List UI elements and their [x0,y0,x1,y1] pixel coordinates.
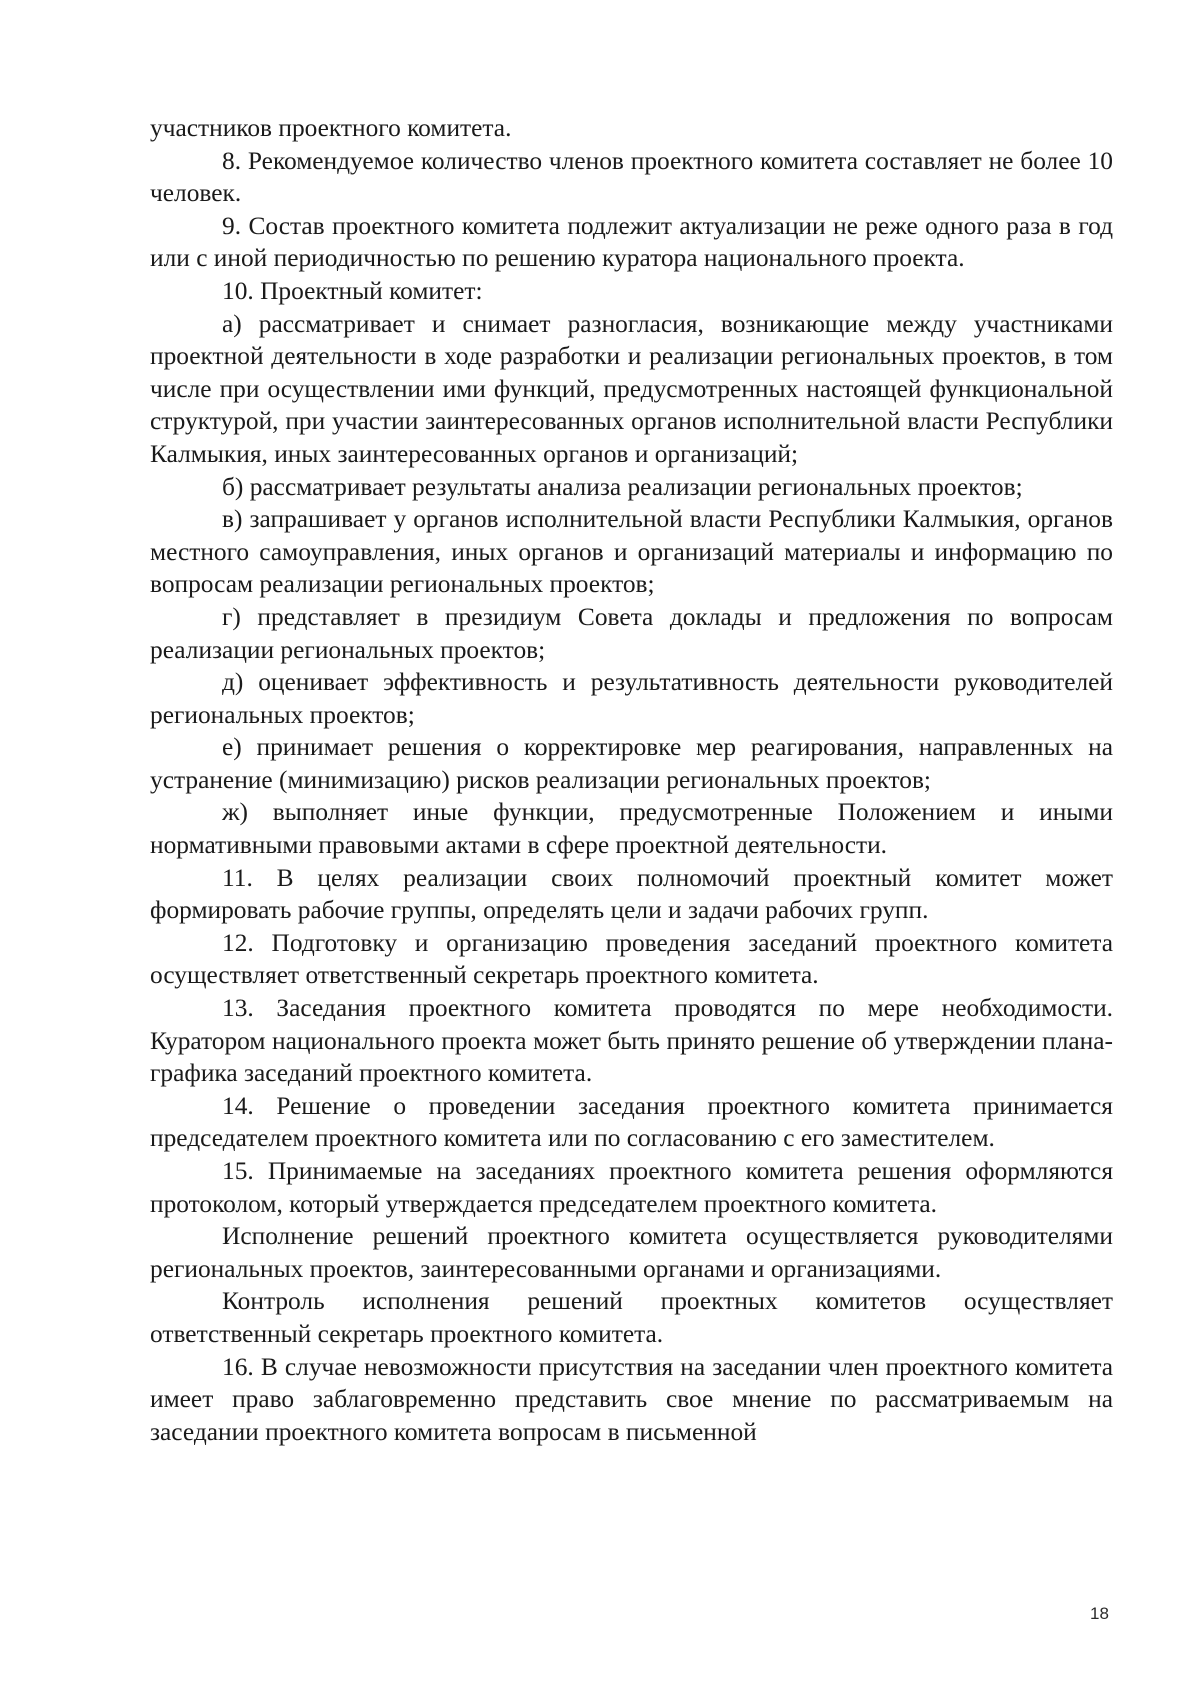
paragraph-8: 8. Рекомендуемое количество членов проектного комитета составляет не более 10 человек. [150,146,1113,208]
paragraph-15: 15. Принимаемые на заседаниях проектного комитета решения оформляются протоколом, который утверждается председателем проектного комитета. [150,1157,1113,1218]
paragraph-continuation: участников проектного комитета. [150,114,512,142]
paragraph-10-g: г) представляет в президиум Совета доклады и предложения по вопросам реализации региональных проектов; [150,602,1113,664]
page-number: 18 [1090,1604,1109,1623]
paragraph-10: 10. Проектный комитет: [222,276,483,305]
paragraph-15-control: Контроль исполнения решений проектных комитетов осуществляет ответственный секретарь проектного комитета. [150,1287,1113,1348]
paragraph-12: 12. Подготовку и организацию проведения заседаний проектного комитета осуществляет ответственный секретарь проектного комитета. [150,928,1113,990]
paragraph-15-execution: Исполнение решений проектного комитета осуществляется руководителями региональных проектов, заинтересованными органами и организациями. [150,1222,1113,1283]
paragraph-10-zh: ж) выполняет иные функции, предусмотренные Положением и иными нормативными правовыми актами в сфере проектной деятельности. [150,798,1113,860]
paragraph-16: 16. В случае невозможности присутствия на заседании член проектного комитета имеет право заблаговременно представить свое мнение по рассматриваемым на заседании проектного комитета вопросам в письменной [150,1352,1113,1446]
paragraph-9: 9. Состав проектного комитета подлежит актуализации не реже одного раза в год или с иной периодичностью по решению куратора национального проекта. [150,211,1113,273]
paragraph-10-v: в) запрашивает у органов исполнительной власти Республики Калмыкия, органов местного самоуправления, иных органов и организаций материалы и информацию по вопросам реализации региональных проектов; [150,505,1113,599]
document-body [150,112,1113,1448]
paragraph-10-a: а) рассматривает и снимает разногласия, возникающие между участниками проектной деятельности в ходе разработки и реализации региональных проектов, в том числе при осуществлении ими функций, предусмотренных настоящей функциональной структурой, при участии заинтересованных органов исполнительной власти Республики Калмыкия, иных заинтересованных органов и организаций; [150,309,1113,468]
paragraph-10-d: д) оценивает эффективность и результативность деятельности руководителей региональных проектов; [150,668,1113,729]
paragraph-11: 11. В целях реализации своих полномочий проектный комитет может формировать рабочие группы, определять цели и задачи рабочих групп. [150,863,1113,925]
paragraph-10-b: б) рассматривает результаты анализа реализации региональных проектов; [222,472,1023,501]
paragraph-10-e: е) принимает решения о корректировке мер реагирования, направленных на устранение (минимизацию) рисков реализации региональных проектов; [150,733,1113,794]
paragraph-14: 14. Решение о проведении заседания проектного комитета принимается председателем проектного комитета или по согласованию с его заместителем. [150,1091,1113,1153]
paragraph-13: 13. Заседания проектного комитета проводятся по мере необходимости. Куратором национального проекта может быть принято решение об утверждении плана-графика заседаний проектного комитета. [150,994,1113,1088]
